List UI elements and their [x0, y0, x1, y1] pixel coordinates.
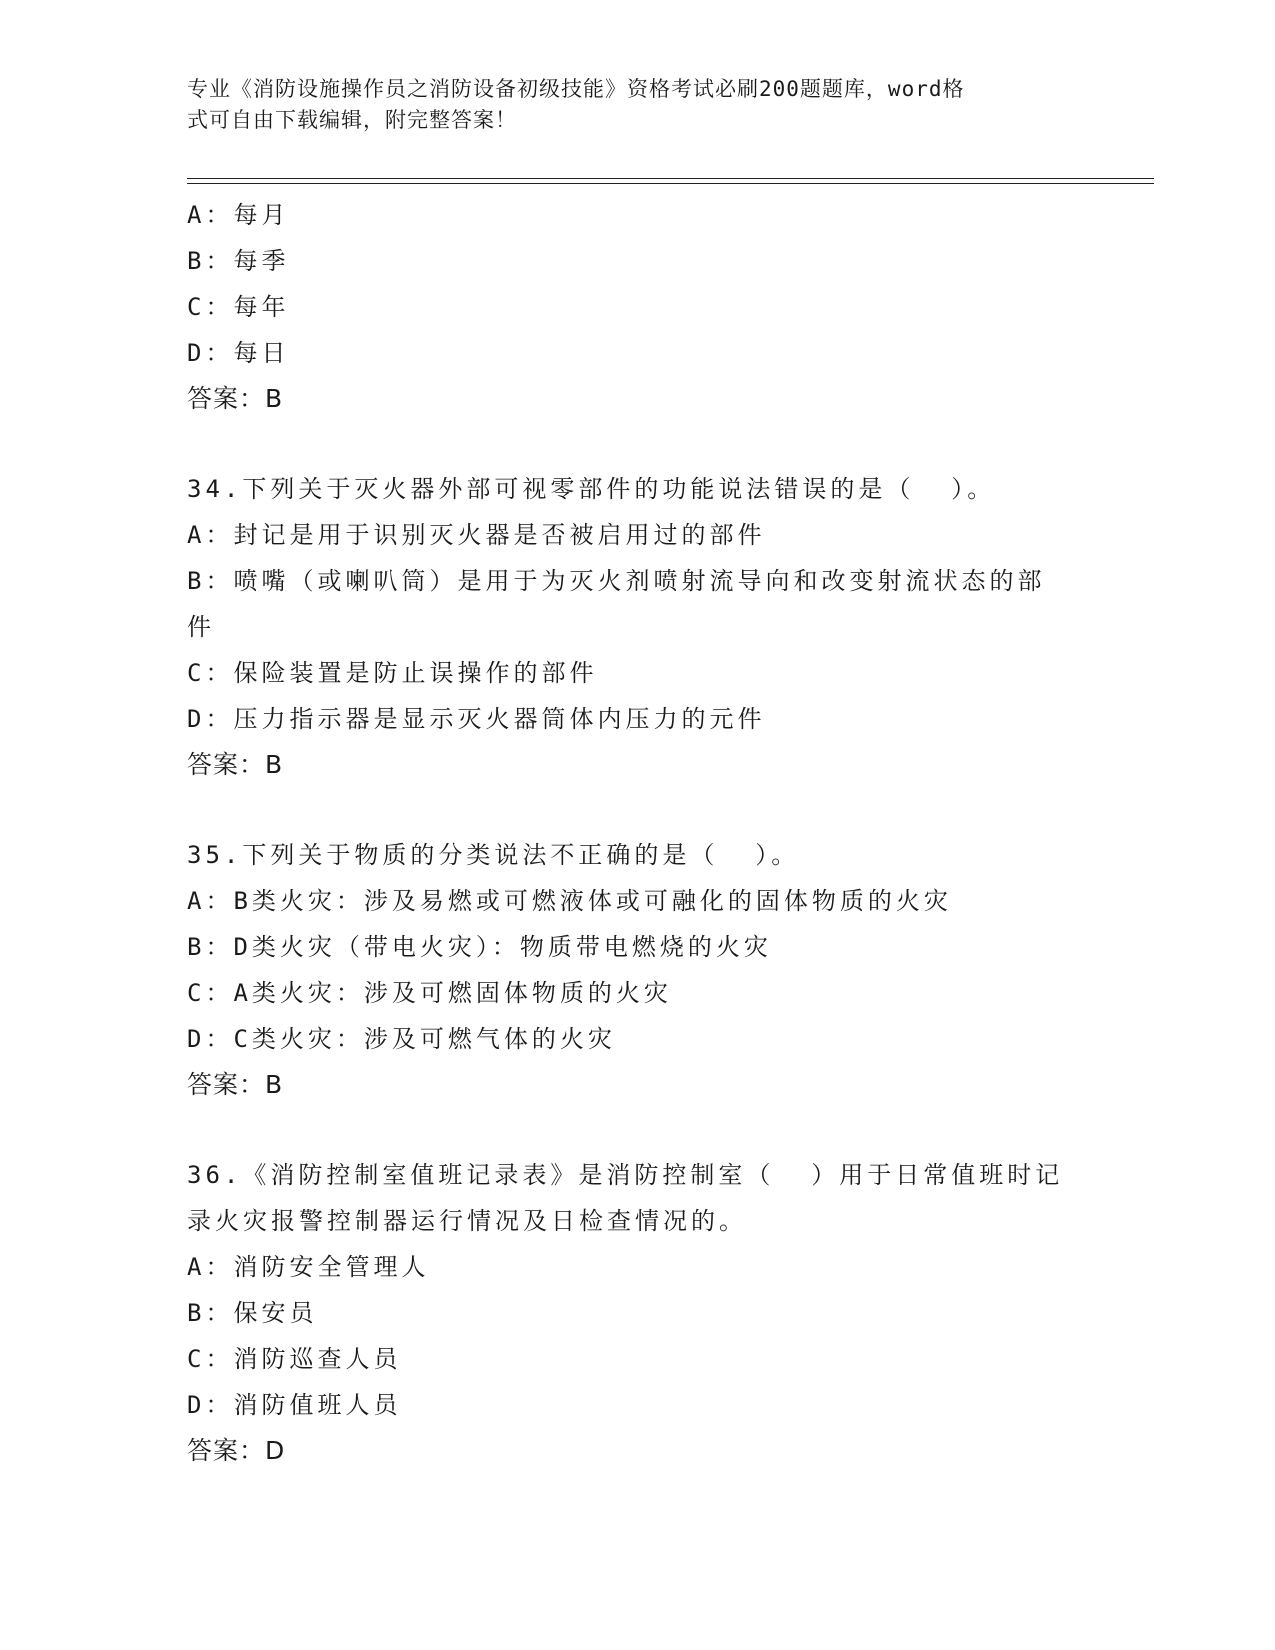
option-b-continued: 件	[187, 613, 215, 641]
answer: 答案：B	[187, 750, 284, 779]
option-b: B：喷嘴（或喇叭筒）是用于为灭火剂喷射流导向和改变射流状态的部	[187, 567, 1046, 595]
question-list	[187, 192, 1087, 1474]
question-35	[187, 832, 1087, 1108]
option-b: B：每季	[187, 247, 290, 275]
header-line-2: 式可自由下载编辑，附完整答案！	[187, 108, 517, 132]
option-d: D：每日	[187, 339, 290, 367]
answer: 答案：B	[187, 1070, 284, 1099]
option-b: B：D类火灾（带电火灾）：物质带电燃烧的火灾	[187, 933, 772, 961]
document-header	[187, 74, 1067, 136]
option-a: A：封记是用于识别灭火器是否被启用过的部件	[187, 521, 766, 549]
option-a: A：消防安全管理人	[187, 1253, 430, 1281]
option-c: C：消防巡查人员	[187, 1345, 402, 1373]
option-b: B：保安员	[187, 1299, 318, 1327]
option-a: A：B类火灾：涉及易燃或可燃液体或可融化的固体物质的火灾	[187, 887, 952, 915]
question-stem-line-1: 36.《消防控制室值班记录表》是消防控制室（ ）用于日常值班时记	[187, 1161, 1064, 1189]
answer: 答案：D	[187, 1436, 286, 1465]
option-d: D：C类火灾：涉及可燃气体的火灾	[187, 1025, 616, 1053]
option-a: A：每月	[187, 201, 290, 229]
header-line-1: 专业《消防设施操作员之消防设备初级技能》资格考试必刷200题题库，word格	[187, 77, 965, 101]
question-36	[187, 1152, 1087, 1474]
option-d: D：压力指示器是显示灭火器筒体内压力的元件	[187, 705, 766, 733]
answer: 答案：B	[187, 384, 284, 413]
option-c: C：A类火灾：涉及可燃固体物质的火灾	[187, 979, 672, 1007]
header-rule-bottom	[187, 183, 1154, 184]
question-34	[187, 466, 1087, 788]
option-c: C：保险装置是防止误操作的部件	[187, 659, 598, 687]
option-c: C：每年	[187, 293, 290, 321]
question-33-continued	[187, 192, 1087, 422]
header-rule-top	[187, 178, 1154, 179]
option-d: D：消防值班人员	[187, 1391, 402, 1419]
question-stem: 35.下列关于物质的分类说法不正确的是（ ）。	[187, 841, 800, 869]
question-stem: 34.下列关于灭火器外部可视零部件的功能说法错误的是（ ）。	[187, 475, 996, 503]
question-stem-line-2: 录火灾报警控制器运行情况及日检查情况的。	[187, 1207, 747, 1235]
